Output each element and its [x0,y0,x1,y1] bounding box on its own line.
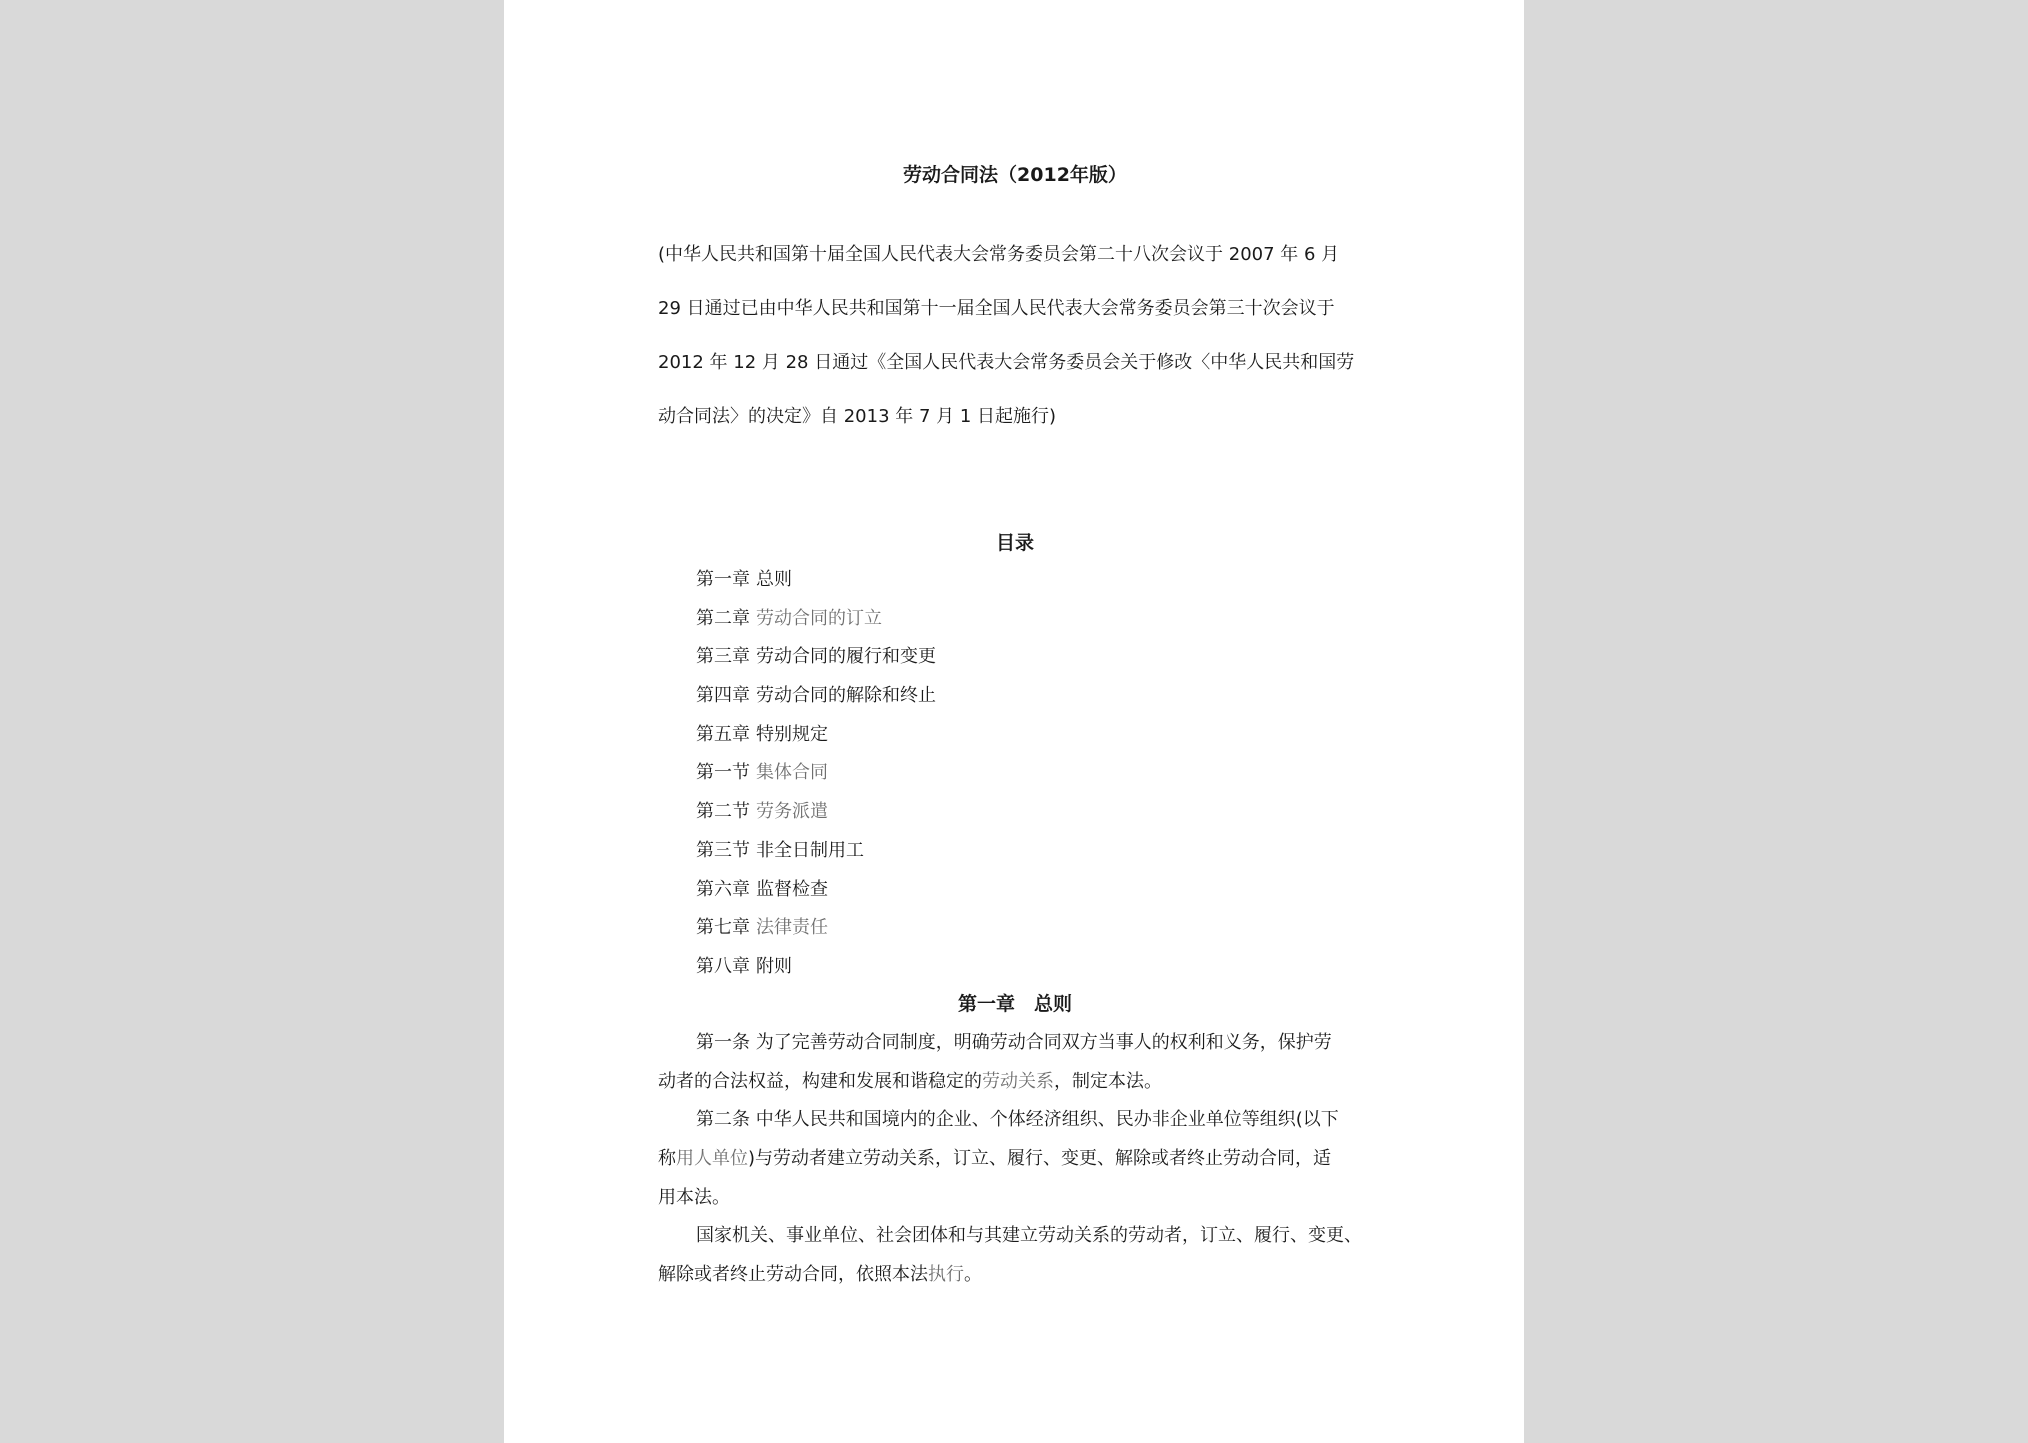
toc-item-number: 第四章 [696,685,750,707]
text-segment: 称 [658,1148,676,1170]
toc-item[interactable] [696,717,1336,756]
toc-item-label: 劳务派遣 [756,801,828,823]
toc-item-number: 第一节 [696,762,750,784]
text-segment: ，制定本法。 [1054,1070,1162,1092]
preamble-line: 动合同法〉的决定》自 2013 年 7 月 1 日起施行) [658,406,1057,427]
toc-item-number: 第三章 [696,646,750,668]
preamble-line: (中华人民共和国第十届全国人民代表大会常务委员会第二十八次会议于 2007 年 6 月 [658,244,1340,265]
toc-item-number: 第一章 [696,569,750,590]
toc-item[interactable] [696,910,1336,949]
table-of-contents [696,562,1336,988]
article-1-line [658,1064,1372,1103]
toc-item-number: 第五章 [696,723,750,745]
term-link[interactable]: 劳动关系 [982,1070,1054,1092]
preamble-line: 2012 年 12 月 28 日通过《全国人民代表大会常务委员会关于修改〈中华人民共和国劳 [658,352,1355,373]
toc-item-number: 第二节 [696,801,750,823]
preamble-line: 29 日通过已由中华人民共和国第十一届全国人民代表大会常务委员会第三十次会议于 [658,298,1335,319]
toc-item-label: 劳动合同的解除和终止 [756,685,936,707]
toc-item-label: 法律责任 [756,917,828,939]
toc-item-number: 第六章 [696,878,750,900]
toc-item-label: 总则 [756,569,792,590]
article-1-line: 第一条 为了完善劳动合同制度，明确劳动合同双方当事人的权利和义务，保护劳 [696,1032,1332,1053]
toc-item[interactable] [696,872,1336,911]
text-segment: )与劳动者建立劳动关系，订立、履行、变更、解除或者终止劳动合同，适 [748,1148,1332,1170]
toc-item-label: 劳动合同的履行和变更 [756,646,936,668]
toc-item[interactable] [696,755,1336,794]
toc-item[interactable] [696,949,1336,988]
text-segment: 动者的合法权益，构建和发展和谐稳定的 [658,1070,982,1092]
toc-item-label: 集体合同 [756,762,828,784]
article-2-line: 用本法。 [658,1186,730,1208]
term-link[interactable]: 用人单位 [676,1148,748,1170]
toc-item[interactable] [696,678,1336,717]
toc-item[interactable] [696,833,1336,872]
toc-item-label: 劳动合同的订立 [756,607,882,629]
toc-item-number: 第三节 [696,839,750,861]
article-2-paragraph-2-line [658,1257,1372,1296]
text-segment: 解除或者终止劳动合同，依照本法 [658,1264,928,1286]
toc-title: 目录 [995,532,1034,554]
toc-item-label: 特别规定 [756,723,828,745]
document-page [504,0,1524,1443]
preamble [658,237,1372,453]
toc-item[interactable] [696,562,1336,601]
toc-item[interactable] [696,601,1336,640]
text-segment: 。 [964,1264,982,1286]
toc-item-number: 第八章 [696,955,750,977]
document-title: 劳动合同法（2012年版） [903,164,1127,186]
article-2-line [658,1141,1372,1180]
chapter-body [658,1025,1372,1296]
toc-item-label: 附则 [756,955,792,977]
toc-item[interactable] [696,794,1336,833]
toc-item-label: 非全日制用工 [756,839,864,861]
chapter-title: 第一章 总则 [957,993,1072,1015]
article-2-line: 第二条 中华人民共和国境内的企业、个体经济组织、民办非企业单位等组织(以下 [696,1109,1339,1131]
toc-item-number: 第七章 [696,917,750,939]
toc-item[interactable] [696,639,1336,678]
article-2-paragraph-2-line: 国家机关、事业单位、社会团体和与其建立劳动关系的劳动者，订立、履行、变更、 [696,1225,1362,1247]
toc-item-number: 第二章 [696,607,750,629]
term-link[interactable]: 执行 [928,1264,964,1286]
toc-item-label: 监督检查 [756,878,828,900]
